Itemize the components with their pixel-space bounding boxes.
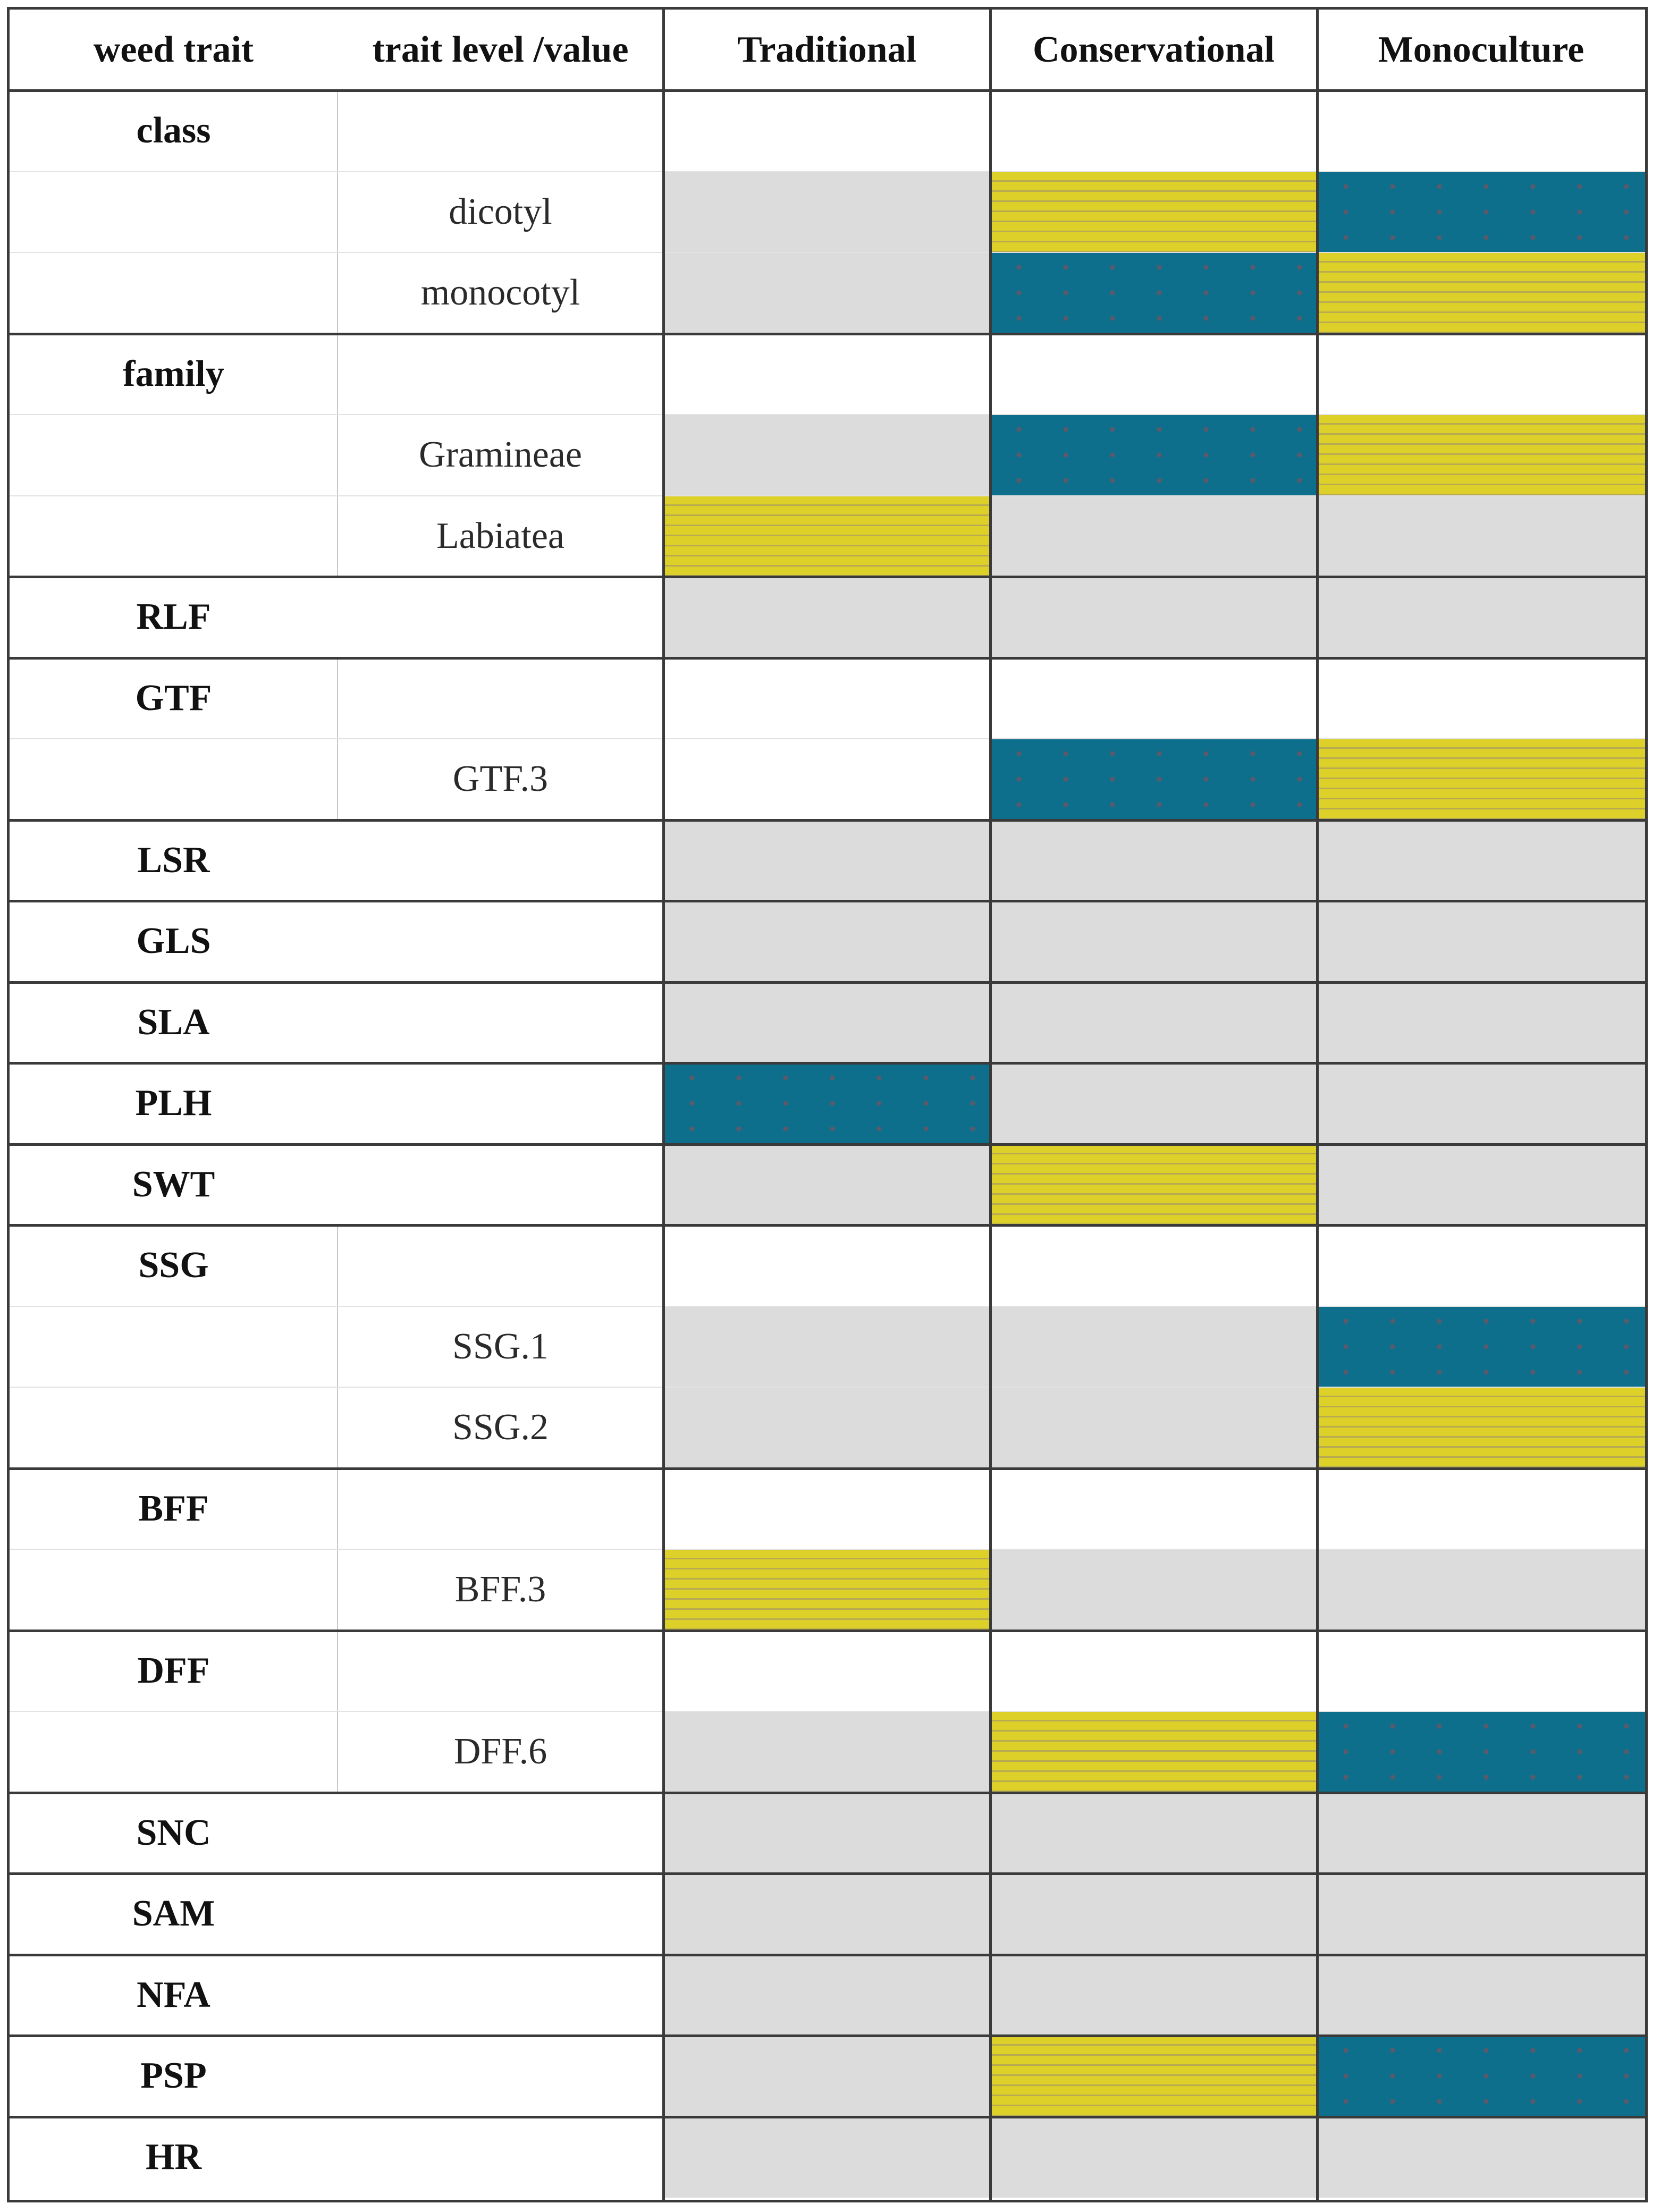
- table-row: [10, 172, 1645, 253]
- trait-level-label: dicotyl: [449, 191, 552, 232]
- weed-trait-label: [10, 1306, 338, 1388]
- weed-trait-label: SLA: [137, 1001, 210, 1043]
- level-column-divider: [337, 334, 338, 415]
- trait-level-label: [338, 2036, 663, 2117]
- trait-level-label: BFF.3: [454, 1569, 546, 1610]
- weed-trait-label: [10, 415, 338, 496]
- cell-conservational-grey: [990, 1793, 1317, 1874]
- weed-trait-label: DFF: [137, 1650, 210, 1691]
- table-row: [10, 2117, 1645, 2198]
- cell-conservational-white: [990, 1631, 1317, 1712]
- table-row: [10, 820, 1645, 901]
- cell-monoculture-grey: [1317, 1955, 1645, 2036]
- cell-traditional-grey: [663, 982, 990, 1063]
- cell-conservational-white: [990, 658, 1317, 739]
- cell-monoculture-white: [1317, 1468, 1645, 1550]
- cell-traditional-yellow: [663, 1549, 990, 1631]
- table-row: [10, 1549, 1645, 1631]
- weed-trait-label: SNC: [136, 1812, 211, 1853]
- table-row: [10, 1793, 1645, 1874]
- cell-traditional-white: [663, 90, 990, 172]
- cell-conservational-grey: [990, 2117, 1317, 2198]
- cell-monoculture-yellow: [1317, 252, 1645, 334]
- level-column-divider: [337, 1387, 338, 1468]
- cell-monoculture-white: [1317, 334, 1645, 415]
- trait-table: [7, 7, 1648, 2202]
- table-row: [10, 252, 1645, 334]
- cell-traditional-grey: [663, 1955, 990, 2036]
- level-column-divider: [337, 658, 338, 739]
- cell-conservational-white: [990, 334, 1317, 415]
- weed-trait-label: [10, 1549, 338, 1631]
- cell-conservational-grey: [990, 901, 1317, 982]
- trait-level-label: [338, 577, 663, 658]
- row-border: [10, 1224, 1645, 1227]
- cell-conservational-grey: [990, 1387, 1317, 1468]
- row-subdivider: [10, 252, 1645, 253]
- cell-conservational-grey: [990, 1306, 1317, 1388]
- table-row: [10, 334, 1645, 415]
- weed-trait-label: GLS: [136, 921, 211, 962]
- column-border: [989, 10, 992, 2200]
- weed-trait-label: PLH: [135, 1083, 212, 1124]
- table-row: [10, 739, 1645, 820]
- header-weed-trait: weed trait: [93, 29, 254, 70]
- cell-conservational-blue: [990, 252, 1317, 334]
- cell-monoculture-grey: [1317, 820, 1645, 901]
- cell-traditional-grey: [663, 577, 990, 658]
- table-row: [10, 1144, 1645, 1226]
- weed-trait-label: [10, 252, 338, 334]
- header-traditional: Traditional: [737, 29, 917, 70]
- row-border: [10, 333, 1645, 335]
- weed-trait-label: PSP: [140, 2055, 207, 2097]
- cell-traditional-grey: [663, 172, 990, 253]
- trait-level-label: [338, 658, 663, 739]
- table-row: [10, 982, 1645, 1063]
- cell-monoculture-blue: [1317, 1711, 1645, 1793]
- cell-traditional-white: [663, 658, 990, 739]
- cell-traditional-grey: [663, 820, 990, 901]
- row-border: [10, 1467, 1645, 1470]
- header-conservational: Conservational: [1033, 29, 1275, 70]
- trait-level-label: [338, 90, 663, 172]
- weed-trait-label: LSR: [137, 839, 210, 881]
- cell-conservational-grey: [990, 577, 1317, 658]
- weed-trait-label: [10, 739, 338, 820]
- cell-conservational-yellow: [990, 172, 1317, 253]
- row-subdivider: [10, 738, 1645, 739]
- table-row: [10, 2036, 1645, 2117]
- trait-level-label: monocotyl: [420, 272, 580, 314]
- cell-monoculture-grey: [1317, 577, 1645, 658]
- row-subdivider: [10, 1711, 1645, 1712]
- row-border: [10, 2034, 1645, 2037]
- row-border: [10, 657, 1645, 660]
- row-border: [10, 1954, 1645, 1956]
- cell-monoculture-grey: [1317, 2117, 1645, 2198]
- cell-monoculture-grey: [1317, 1873, 1645, 1955]
- cell-conservational-grey: [990, 1873, 1317, 1955]
- cell-monoculture-white: [1317, 90, 1645, 172]
- trait-level-label: [338, 901, 663, 982]
- cell-conservational-grey: [990, 1549, 1317, 1631]
- trait-level-label: [338, 1873, 663, 1955]
- table-row: [10, 577, 1645, 658]
- level-column-divider: [337, 1631, 338, 1712]
- row-subdivider: [10, 1387, 1645, 1388]
- cell-traditional-grey: [663, 2036, 990, 2117]
- row-subdivider: [10, 495, 1645, 496]
- row-border: [10, 1630, 1645, 1632]
- weed-trait-label: SSG: [138, 1245, 209, 1286]
- cell-conservational-grey: [990, 1063, 1317, 1144]
- trait-level-label: Labiatea: [436, 515, 564, 556]
- cell-monoculture-white: [1317, 658, 1645, 739]
- trait-level-label: [338, 820, 663, 901]
- trait-level-label: GTF.3: [452, 758, 549, 800]
- row-subdivider: [10, 1549, 1645, 1550]
- cell-traditional-white: [663, 1225, 990, 1306]
- row-border: [10, 819, 1645, 822]
- trait-level-label: [338, 1225, 663, 1306]
- cell-traditional-grey: [663, 1306, 990, 1388]
- cell-monoculture-yellow: [1317, 739, 1645, 820]
- cell-conservational-grey: [990, 820, 1317, 901]
- cell-conservational-yellow: [990, 1711, 1317, 1793]
- weed-trait-label: NFA: [137, 1974, 210, 2015]
- trait-level-label: Gramineae: [418, 434, 583, 476]
- cell-monoculture-grey: [1317, 1549, 1645, 1631]
- table-row: [10, 1387, 1645, 1468]
- row-border: [10, 1872, 1645, 1875]
- cell-conservational-yellow: [990, 2036, 1317, 2117]
- cell-traditional-grey: [663, 1793, 990, 1874]
- trait-level-label: [338, 1063, 663, 1144]
- trait-level-label: DFF.6: [453, 1731, 547, 1772]
- table-row: [10, 1711, 1645, 1793]
- cell-traditional-white: [663, 1631, 990, 1712]
- cell-monoculture-grey: [1317, 982, 1645, 1063]
- trait-level-label: [338, 1955, 663, 2036]
- cell-traditional-grey: [663, 1387, 990, 1468]
- cell-traditional-grey: [663, 252, 990, 334]
- row-subdivider: [10, 171, 1645, 172]
- level-column-divider: [337, 415, 338, 496]
- cell-monoculture-grey: [1317, 1063, 1645, 1144]
- weed-trait-label: [10, 1387, 338, 1468]
- level-column-divider: [337, 1468, 338, 1550]
- cell-conservational-white: [990, 1225, 1317, 1306]
- row-border: [10, 1792, 1645, 1794]
- level-column-divider: [337, 1306, 338, 1388]
- header-trait-level: trait level /value: [372, 29, 629, 70]
- cell-monoculture-yellow: [1317, 1387, 1645, 1468]
- level-column-divider: [337, 496, 338, 577]
- row-border: [10, 900, 1645, 902]
- table-row: [10, 1063, 1645, 1144]
- table-row: [10, 496, 1645, 577]
- cell-monoculture-blue: [1317, 172, 1645, 253]
- level-column-divider: [337, 90, 338, 172]
- level-column-divider: [337, 1549, 338, 1631]
- weed-trait-label: BFF: [138, 1488, 209, 1529]
- cell-conservational-white: [990, 1468, 1317, 1550]
- cell-monoculture-yellow: [1317, 415, 1645, 496]
- level-column-divider: [337, 1225, 338, 1306]
- table-row: [10, 90, 1645, 172]
- weed-trait-label: SAM: [132, 1893, 215, 1935]
- cell-conservational-blue: [990, 739, 1317, 820]
- cell-monoculture-white: [1317, 1631, 1645, 1712]
- trait-level-label: [338, 334, 663, 415]
- trait-level-label: [338, 1144, 663, 1226]
- row-subdivider: [10, 1306, 1645, 1307]
- cell-conservational-grey: [990, 982, 1317, 1063]
- cell-traditional-yellow: [663, 496, 990, 577]
- header-row: [10, 10, 1645, 90]
- weed-trait-label: [10, 172, 338, 253]
- cell-conservational-yellow: [990, 1144, 1317, 1226]
- table-row: [10, 658, 1645, 739]
- cell-traditional-grey: [663, 415, 990, 496]
- weed-trait-label: GTF: [135, 677, 212, 719]
- cell-traditional-white: [663, 334, 990, 415]
- table-row: [10, 1873, 1645, 1955]
- level-column-divider: [337, 1711, 338, 1793]
- trait-level-label: [338, 982, 663, 1063]
- cell-traditional-white: [663, 1468, 990, 1550]
- cell-conservational-grey: [990, 496, 1317, 577]
- cell-traditional-grey: [663, 1711, 990, 1793]
- row-border: [10, 576, 1645, 578]
- cell-monoculture-grey: [1317, 1793, 1645, 1874]
- weed-trait-label: [10, 496, 338, 577]
- table-row: [10, 1468, 1645, 1550]
- table-row: [10, 1955, 1645, 2036]
- cell-monoculture-white: [1317, 1225, 1645, 1306]
- cell-monoculture-grey: [1317, 496, 1645, 577]
- cell-traditional-grey: [663, 1144, 990, 1226]
- cell-monoculture-grey: [1317, 1144, 1645, 1226]
- table-row: [10, 1306, 1645, 1388]
- table-row: [10, 1225, 1645, 1306]
- level-column-divider: [337, 739, 338, 820]
- cell-conservational-grey: [990, 1955, 1317, 2036]
- trait-level-label: SSG.2: [452, 1407, 549, 1448]
- cell-monoculture-grey: [1317, 901, 1645, 982]
- row-subdivider: [10, 414, 1645, 415]
- row-border: [10, 89, 1645, 92]
- row-border: [10, 1143, 1645, 1146]
- trait-level-label: [338, 2117, 663, 2198]
- row-border: [10, 2116, 1645, 2118]
- column-border: [662, 10, 665, 2200]
- trait-level-label: SSG.1: [452, 1325, 549, 1367]
- cell-monoculture-blue: [1317, 1306, 1645, 1388]
- cell-traditional-grey: [663, 1873, 990, 1955]
- level-column-divider: [337, 172, 338, 253]
- table-row: [10, 1631, 1645, 1712]
- table-row: [10, 901, 1645, 982]
- trait-level-label: [338, 1468, 663, 1550]
- table-row: [10, 415, 1645, 496]
- cell-traditional-white: [663, 739, 990, 820]
- weed-trait-label: SWT: [132, 1163, 215, 1205]
- row-border: [10, 981, 1645, 984]
- cell-conservational-white: [990, 90, 1317, 172]
- column-border: [1316, 10, 1319, 2200]
- weed-trait-label: family: [123, 353, 224, 394]
- weed-trait-label: RLF: [136, 596, 211, 638]
- cell-traditional-grey: [663, 901, 990, 982]
- trait-level-label: [338, 1793, 663, 1874]
- cell-monoculture-blue: [1317, 2036, 1645, 2117]
- cell-traditional-grey: [663, 2117, 990, 2198]
- cell-traditional-blue: [663, 1063, 990, 1144]
- weed-trait-label: class: [136, 110, 211, 151]
- row-border: [10, 1062, 1645, 1065]
- trait-level-label: [338, 1631, 663, 1712]
- cell-conservational-blue: [990, 415, 1317, 496]
- level-column-divider: [337, 252, 338, 334]
- header-monoculture: Monoculture: [1378, 29, 1584, 70]
- weed-trait-label: HR: [146, 2136, 201, 2177]
- weed-trait-label: [10, 1711, 338, 1793]
